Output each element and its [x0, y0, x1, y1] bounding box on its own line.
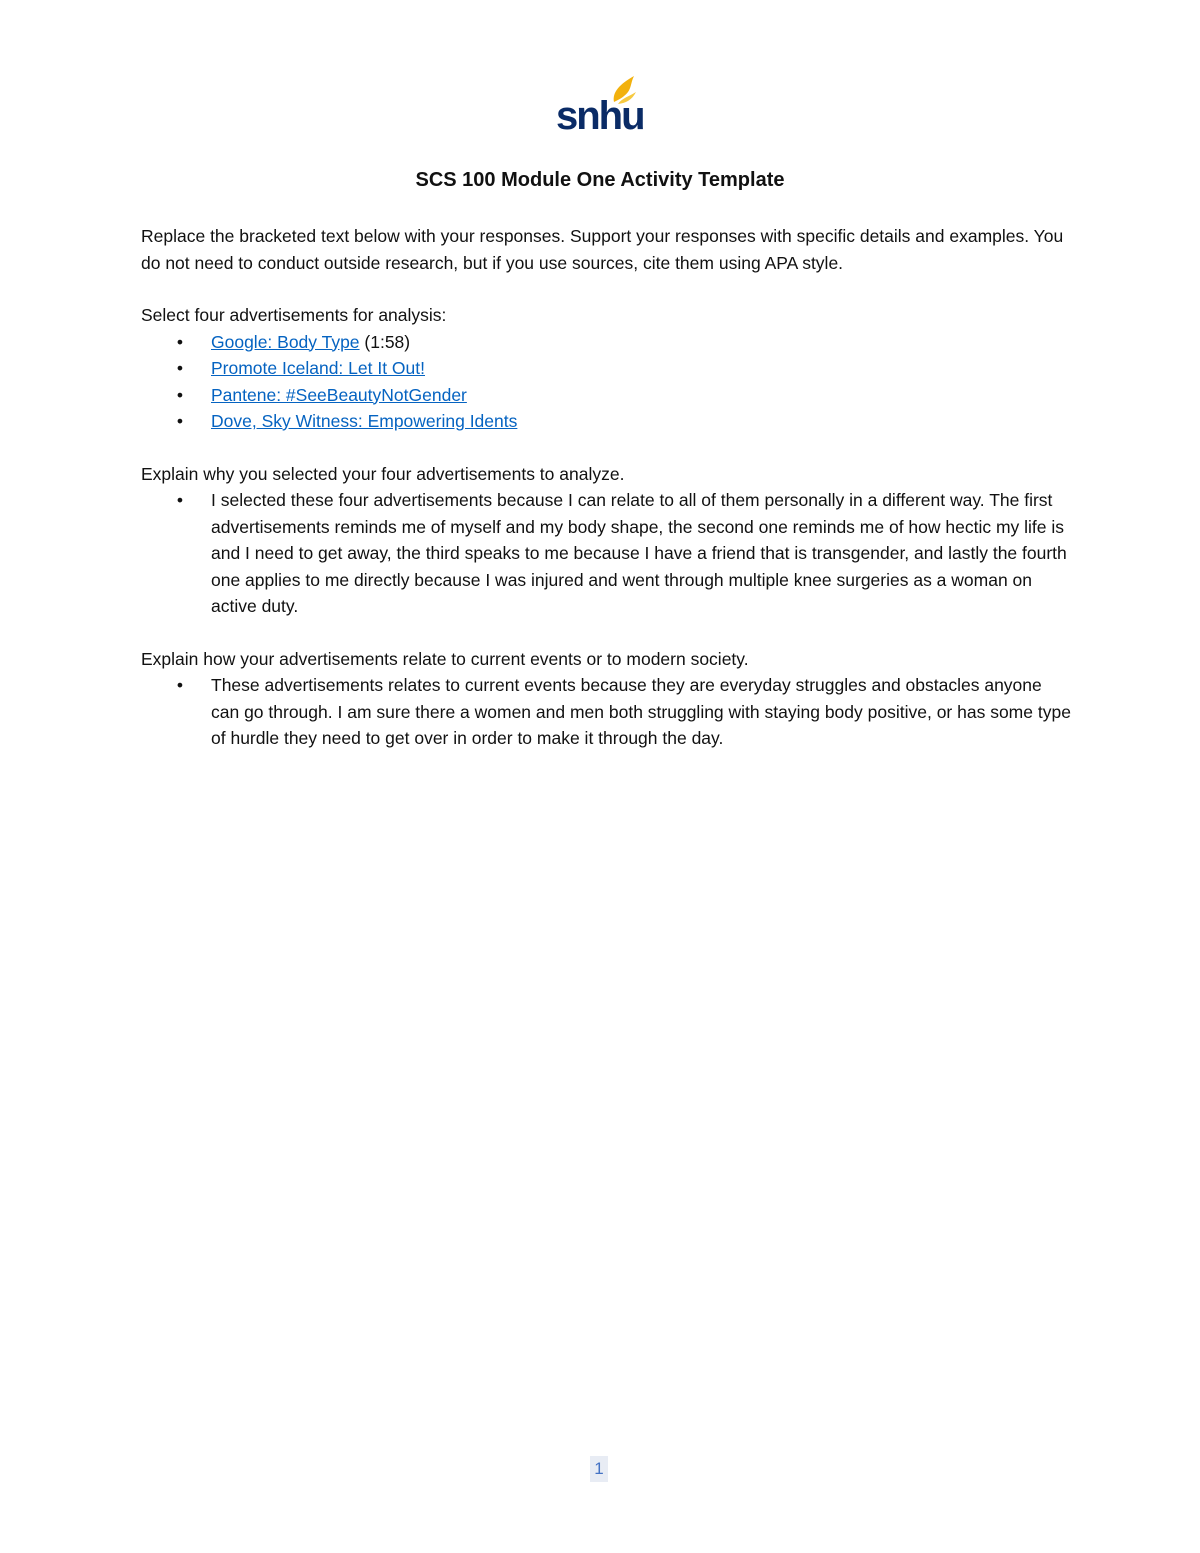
relate-response: These advertisements relates to current events because they are everyday struggles and obstacles anyone can go through. I am sure there a women and men both struggling with staying body positive, or has some type of hurdle they need to get over in order to make it through the day. — [211, 675, 1071, 748]
list-item — [141, 355, 1071, 382]
spacer — [141, 276, 1071, 302]
ad-link-google[interactable]: Google: Body Type — [211, 331, 360, 352]
ad-duration: (1:58) — [359, 331, 411, 352]
spacer — [141, 435, 1071, 461]
why-list — [141, 487, 1071, 620]
svg-text:snhu: snhu — [556, 94, 644, 134]
why-prompt: Explain why you selected your four advertisements to analyze. — [141, 463, 625, 484]
bullet-icon: • — [176, 411, 184, 431]
bullet-icon: • — [176, 384, 184, 405]
spacer — [141, 620, 1071, 646]
relate-list — [141, 672, 1071, 752]
ad-link-pantene[interactable]: Pantene: #SeeBeautyNotGender — [211, 384, 467, 405]
ads-list — [141, 329, 1071, 435]
list-item — [141, 408, 1071, 435]
ad-link-iceland[interactable]: Promote Iceland: Let It Out! — [211, 358, 425, 378]
list-item — [141, 382, 1071, 409]
relate-prompt: Explain how your advertisements relate to current events or to modern society. — [141, 648, 749, 669]
ads-prompt: Select four advertisements for analysis: — [141, 305, 447, 325]
why-response: I selected these four advertisements because I can relate to all of them personally in a different way. The first advertisements reminds me of myself and my body shape, the second one reminds me of how hectic my life is and I need to get away, the third speaks to me because I have a friend that is transgender, and lastly the fourth one applies to me directly because I was injured and went through multiple knee surgeries as a woman on active duty. — [211, 490, 1067, 616]
list-item — [141, 672, 1071, 752]
document-body — [141, 223, 1071, 752]
bullet-icon: • — [176, 490, 184, 510]
snhu-logo — [552, 72, 644, 134]
instructions-paragraph: Replace the bracketed text below with your responses. Support your responses with specific details and examples. You do not need to conduct outside research, but if you use sources, cite them using APA style. — [141, 226, 1064, 273]
page-number: 1 — [590, 1456, 608, 1482]
list-item — [141, 487, 1071, 620]
bullet-icon: • — [176, 675, 184, 695]
ad-link-dove[interactable]: Dove, Sky Witness: Empowering Idents — [211, 411, 518, 431]
page-title: SCS 100 Module One Activity Template — [415, 169, 785, 191]
bullet-icon: • — [176, 331, 184, 352]
bullet-icon: • — [176, 358, 184, 378]
list-item — [141, 329, 1071, 356]
